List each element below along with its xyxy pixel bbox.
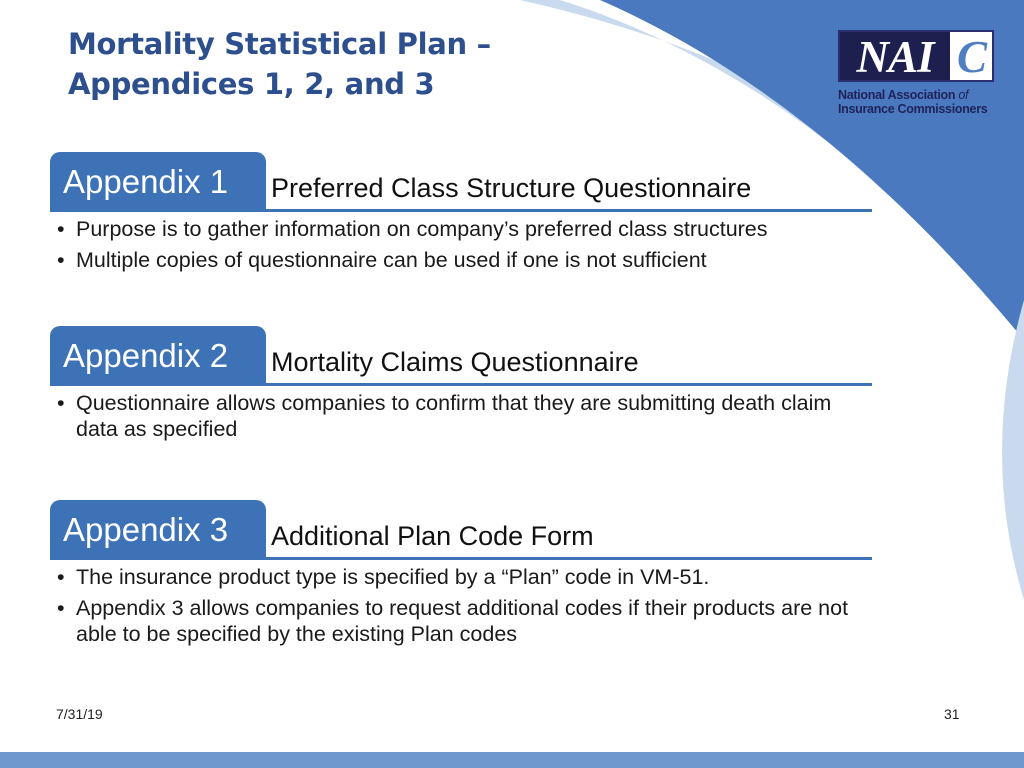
naic-logo-name <box>838 88 998 116</box>
appendix-3-section <box>50 500 872 652</box>
naic-logo <box>838 30 998 116</box>
appendix-1-underline <box>266 209 872 212</box>
appendix-2-section <box>50 326 872 447</box>
appendix-1-tab: Appendix 1 <box>50 152 266 212</box>
appendix-3-underline <box>266 557 872 560</box>
appendix-2-underline <box>266 383 872 386</box>
appendix-1-header <box>50 152 872 212</box>
naic-name-of: of <box>958 88 969 102</box>
appendix-1-bullets <box>50 216 872 273</box>
slide-title-line-2: Appendices 1, 2, and 3 <box>68 67 435 101</box>
appendix-3-tab: Appendix 3 <box>50 500 266 560</box>
appendix-3-bullets <box>50 564 872 647</box>
bottom-bar <box>0 752 1024 768</box>
bullet-item: • Appendix 3 allows companies to request additional codes if their products are not able to be specified by the existing Plan codes <box>50 595 856 647</box>
naic-logo-letters: NAI <box>840 32 950 80</box>
bullet-item: • Questionnaire allows companies to confirm that they are submitting death claim data as specified <box>50 390 856 442</box>
bullet-item: • Purpose is to gather information on company’s preferred class structures <box>50 216 856 242</box>
naic-name-line-1: National Association <box>838 88 956 102</box>
appendix-1-section <box>50 152 872 278</box>
appendix-3-title: Additional Plan Code Form <box>271 521 594 551</box>
appendix-1-title: Preferred Class Structure Questionnaire <box>271 173 752 203</box>
swoosh-right-edge <box>1002 300 1024 600</box>
slide-title-line-1: Mortality Statistical Plan – <box>68 27 491 61</box>
bullet-item: • The insurance product type is specified by a “Plan” code in VM-51. <box>50 564 856 590</box>
naic-name-line-2: Insurance Commissioners <box>838 102 988 116</box>
appendix-3-header <box>50 500 872 560</box>
appendix-2-header <box>50 326 872 386</box>
appendix-2-bullets <box>50 390 872 442</box>
page-number: 31 <box>944 706 960 722</box>
appendix-2-tab: Appendix 2 <box>50 326 266 386</box>
naic-logo-letter-c: C <box>952 32 992 80</box>
appendix-2-title: Mortality Claims Questionnaire <box>271 347 639 377</box>
bullet-item: • Multiple copies of questionnaire can be used if one is not sufficient <box>50 247 856 273</box>
slide-date: 7/31/19 <box>56 706 103 722</box>
slide-title <box>68 24 491 104</box>
naic-logo-mark <box>838 30 994 82</box>
